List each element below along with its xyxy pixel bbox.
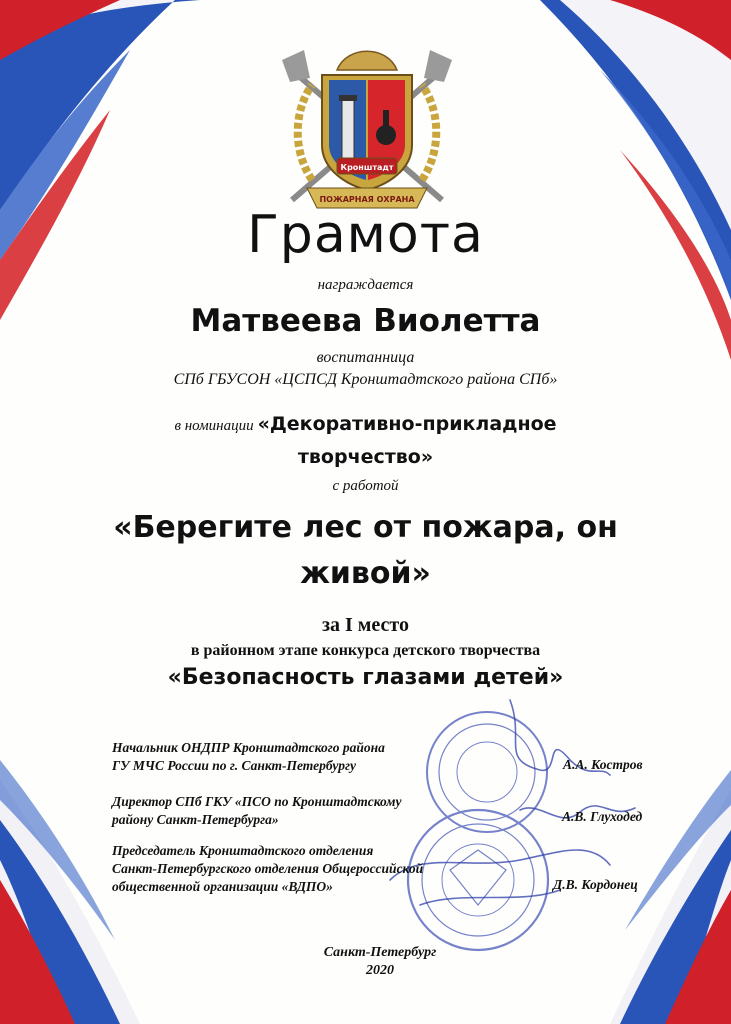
signatory-name-2: А.В. Глуходед (562, 809, 643, 824)
work-label: с работой (332, 478, 399, 494)
contest-name: «Безопасность глазами детей» (167, 665, 564, 690)
certificate-footer (300, 944, 460, 980)
signatory-title-line: Председатель Кронштадтского отделения (112, 843, 374, 858)
contest-stage: в районном этапе конкурса детского творчества (190, 642, 541, 659)
signatory-title-line: общественной организации «ВДПО» (112, 879, 333, 894)
signatory-name-1: А.А. Костров (563, 757, 643, 772)
signature-block-3 (112, 842, 423, 896)
work-title-line2: живой» (300, 556, 431, 591)
work-title-line1: «Берегите лес от пожара, он (113, 510, 618, 545)
nomination-label: в номинации (174, 418, 254, 434)
footer-city: Санкт-Петербург (323, 945, 437, 960)
signatory-title-line: Директор СПб ГКУ «ПСО по Кронштадтскому (112, 794, 402, 809)
awarded-label: награждается (317, 277, 414, 293)
signature-block-2 (112, 793, 402, 829)
signatory-title-line: Санкт-Петербургского отделения Общероссийской (112, 861, 424, 876)
signatory-title-line: ГУ МЧС России по г. Санкт-Петербургу (112, 758, 356, 773)
emblem-banner-text: Кронштадт (340, 163, 394, 172)
recipient-role: воспитанница (316, 349, 415, 366)
signatory-name-3: Д.В. Кордонец (553, 877, 638, 892)
signatory-title-line: району Санкт-Петербурга» (112, 812, 279, 827)
signature-block-1 (112, 739, 385, 775)
recipient-name: Матвеева Виолетта (190, 303, 541, 339)
institution-name: СПб ГБУСОН «ЦСПСД Кронштадтского района СПб» (173, 371, 558, 388)
place-awarded: за I место (321, 614, 409, 636)
footer-year: 2020 (366, 963, 394, 978)
certificate-title: Грамота (247, 205, 484, 265)
emblem-ribbon-text: ПОЖАРНАЯ ОХРАНА (319, 195, 415, 204)
nomination-value-line1: «Декоративно-прикладное (257, 413, 557, 435)
nomination-value-line2: творчество» (297, 446, 434, 468)
signatory-title-line: Начальник ОНДПР Кронштадтского района (112, 740, 385, 755)
